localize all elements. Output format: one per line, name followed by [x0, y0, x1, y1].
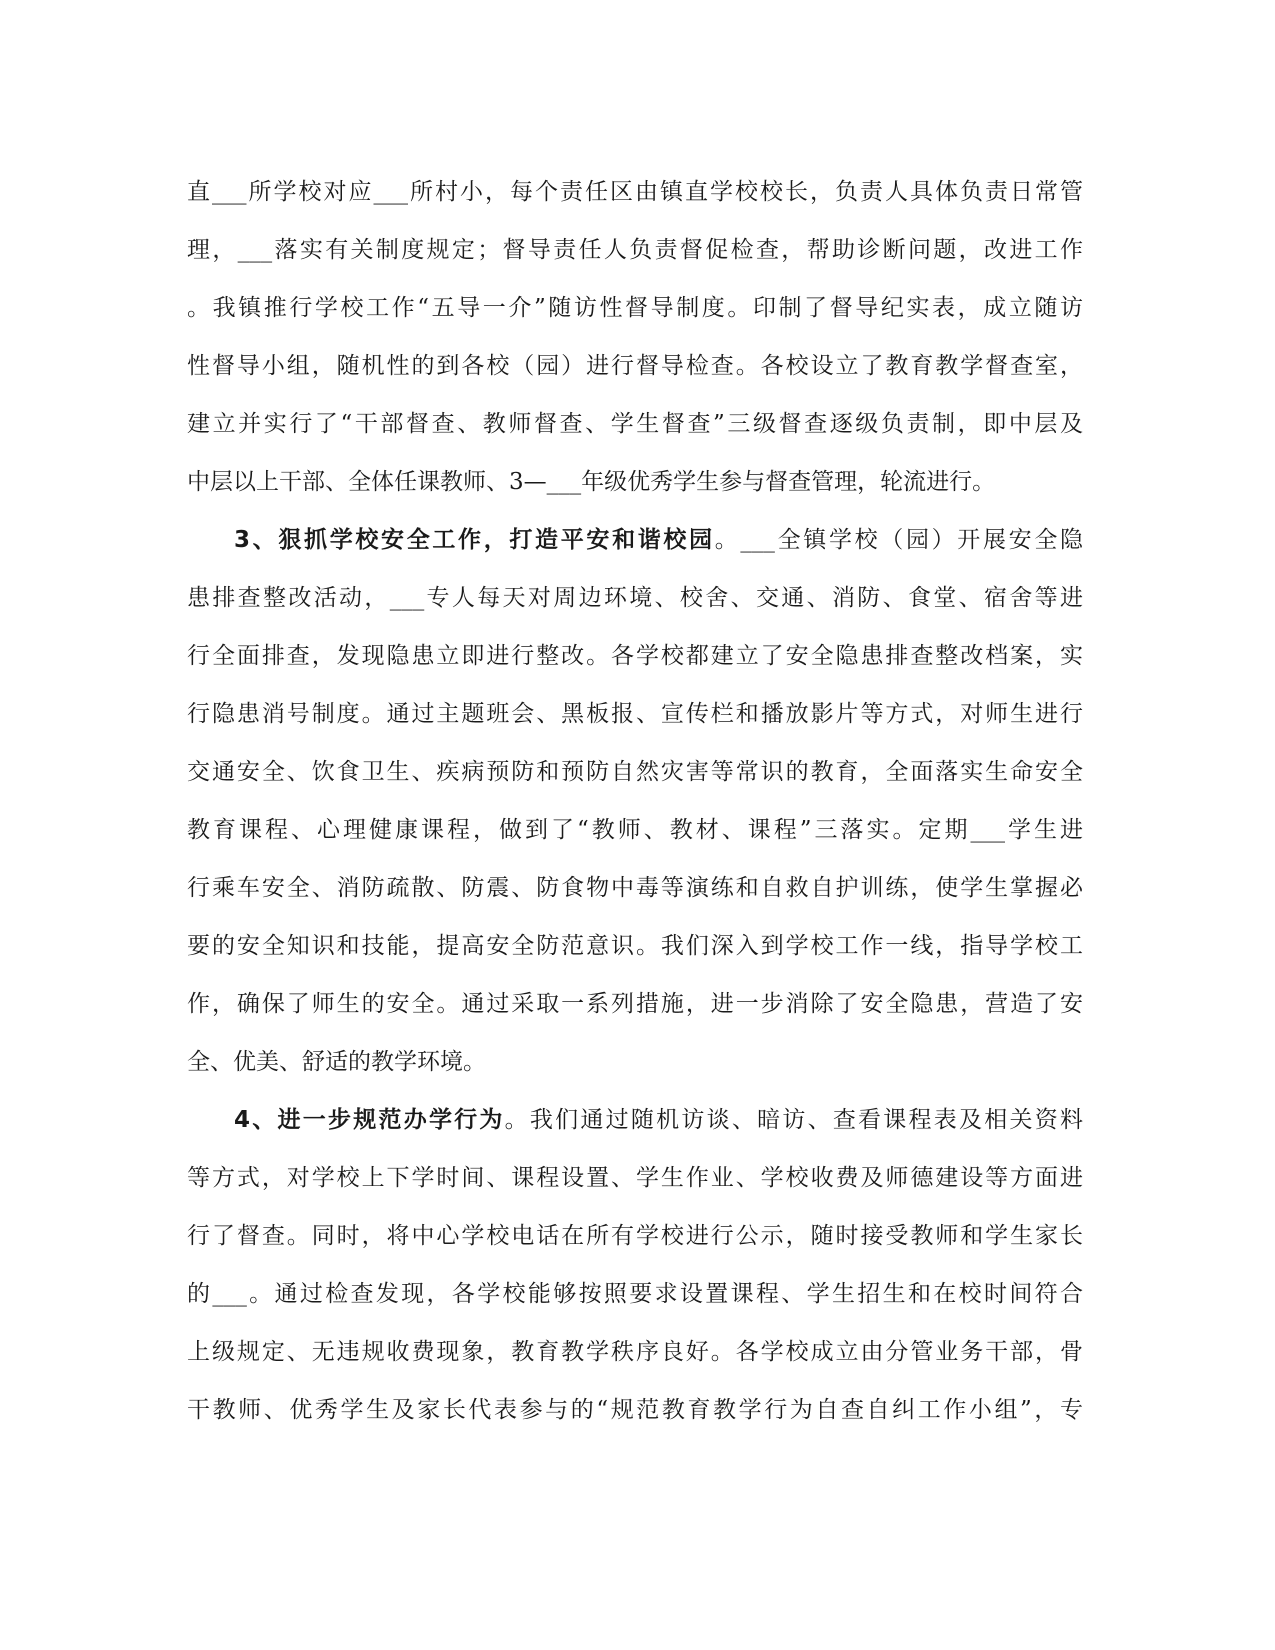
text-line: 作，确保了师生的安全。通过采取一系列措施，进一步消除了安全隐患，营造了安 — [187, 991, 1083, 1017]
text-line: 行全面排查，发现隐患立即进行整改。各学校都建立了安全隐患排查整改档案，实 — [187, 643, 1083, 669]
text-line: 性督导小组，随机性的到各校（园）进行督导检查。各校设立了教育教学督查室， — [187, 353, 1083, 379]
text-line: 患排查整改活动，___专人每天对周边环境、校舍、交通、消防、食堂、宿舍等进 — [187, 585, 1083, 611]
section-4-first-line-text: 。我们通过随机访谈、暗访、查看课程表及相关资料 — [504, 1107, 1083, 1133]
text-line: 直___所学校对应___所村小，每个责任区由镇直学校校长，负责人具体负责日常管 — [187, 179, 1083, 205]
text-line: 行了督查。同时，将中心学校电话在所有学校进行公示，随时接受教师和学生家长 — [187, 1223, 1083, 1249]
text-line: 中层以上干部、全体任课教师、3—___年级优秀学生参与督查管理，轮流进行。 — [187, 469, 996, 495]
document-page — [187, 163, 1083, 1439]
section-3-first-line — [187, 511, 1083, 569]
text-line: 交通安全、饮食卫生、疾病预防和预防自然灾害等常识的教育，全面落实生命安全 — [187, 759, 1083, 785]
text-line: 理，___落实有关制度规定；督导责任人负责督促检查，帮助诊断问题，改进工作 — [187, 237, 1083, 263]
section-3-heading: 3、狠抓学校安全工作，打造平安和谐校园 — [234, 527, 715, 553]
text-line: 等方式，对学校上下学时间、课程设置、学生作业、学校收费及师德建设等方面进 — [187, 1165, 1083, 1191]
section-4-first-line — [187, 1091, 1083, 1149]
text-line: 建立并实行了“干部督查、教师督查、学生督查”三级督查逐级负责制，即中层及 — [187, 411, 1083, 437]
text-line: 全、优美、舒适的教学环境。 — [187, 1049, 486, 1075]
text-line: 。我镇推行学校工作“五导一介”随访性督导制度。印制了督导纪实表，成立随访 — [187, 295, 1083, 321]
text-line: 行乘车安全、消防疏散、防震、防食物中毒等演练和自救自护训练，使学生掌握必 — [187, 875, 1083, 901]
section-4-heading: 4、进一步规范办学行为 — [234, 1107, 505, 1133]
text-line: 上级规定、无违规收费现象，教育教学秩序良好。各学校成立由分管业务干部，骨 — [187, 1339, 1083, 1365]
text-line: 教育课程、心理健康课程，做到了“教师、教材、课程”三落实。定期___学生进 — [187, 817, 1083, 843]
text-line: 的___。通过检查发现，各学校能够按照要求设置课程、学生招生和在校时间符合 — [187, 1281, 1083, 1307]
text-line: 干教师、优秀学生及家长代表参与的“规范教育教学行为自查自纠工作小组”，专 — [187, 1397, 1083, 1423]
text-line: 要的安全知识和技能，提高安全防范意识。我们深入到学校工作一线，指导学校工 — [187, 933, 1083, 959]
section-3-first-line-text: 。___全镇学校（园）开展安全隐 — [714, 527, 1083, 553]
text-line: 行隐患消号制度。通过主题班会、黑板报、宣传栏和播放影片等方式，对师生进行 — [187, 701, 1083, 727]
